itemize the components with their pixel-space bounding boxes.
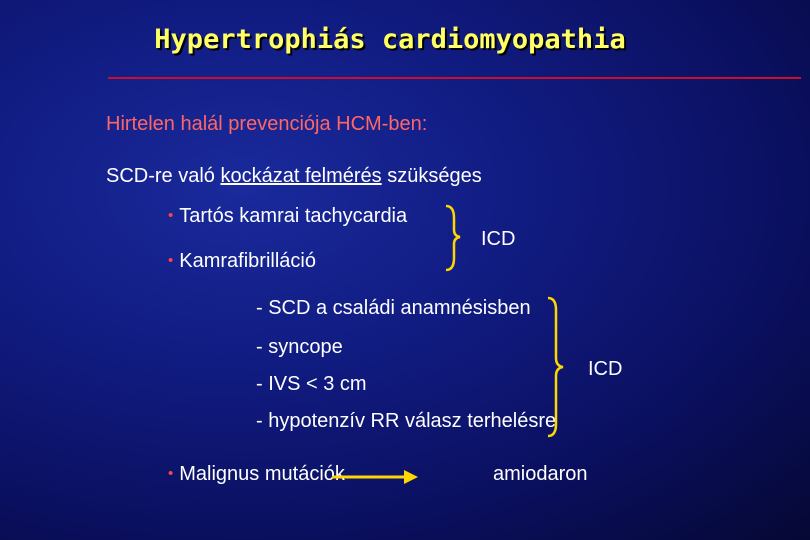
bullet-vf-label: Kamrafibrilláció — [179, 250, 316, 272]
bullet-vt-label: Tartós kamrai tachycardia — [179, 205, 408, 227]
risk-factor-hypotensive-bp: - hypotenzív RR válasz terhelésre — [256, 410, 557, 432]
risk-factor-syncope: - syncope — [256, 336, 343, 358]
mutation-therapy-label: amiodaron — [493, 463, 588, 485]
bullet-dot-icon: • — [168, 207, 174, 224]
intro-post: szükséges — [381, 165, 482, 187]
subheading: Hirtelen halál prevenciója HCM-ben: — [106, 113, 428, 135]
slide-title: Hypertrophiás cardiomyopathia — [154, 24, 626, 55]
arrow-right-icon — [332, 470, 418, 484]
bullet-dot-icon: • — [168, 465, 174, 482]
primary-therapy-label: ICD — [481, 228, 516, 250]
bullet-mutation-label: Malignus mutációk — [179, 463, 345, 485]
secondary-therapy-label: ICD — [588, 358, 623, 380]
risk-factor-family-history: - SCD a családi anamnésisben — [256, 297, 531, 319]
primary-brace-icon — [446, 206, 460, 270]
intro-underlined: kockázat felmérés — [220, 165, 382, 187]
intro-pre: SCD-re való — [106, 165, 221, 187]
bullet-dot-icon: • — [168, 252, 174, 269]
secondary-brace-icon — [548, 298, 563, 436]
risk-factor-ivs: - IVS < 3 cm — [256, 373, 367, 395]
